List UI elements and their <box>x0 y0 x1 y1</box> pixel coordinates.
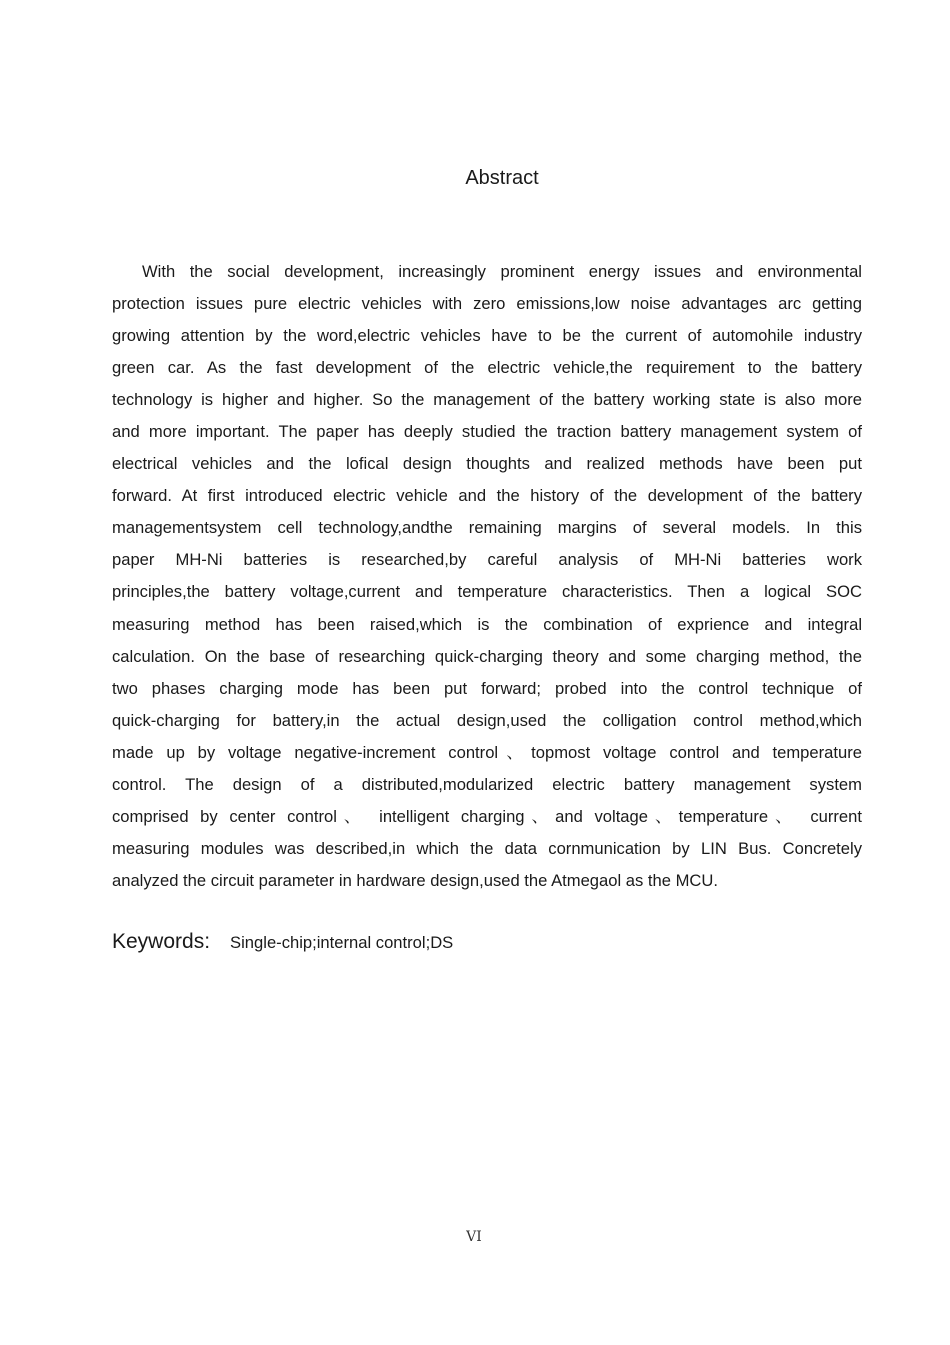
abstract-line: principles,the battery voltage,current and temperature characteristics. Then a logical SOC <box>112 582 862 602</box>
abstract-line: and more important. The paper has deeply studied the traction battery management system of <box>112 422 862 442</box>
abstract-line: protection issues pure electric vehicles with zero emissions,low noise advantages arc getting <box>112 294 862 314</box>
page-title: Abstract <box>465 167 539 189</box>
abstract-line: paper MH-Ni batteries is researched,by careful analysis of MH-Ni batteries work <box>112 550 862 570</box>
abstract-line: With the social development, increasingly prominent energy issues and environmental <box>142 262 862 281</box>
abstract-line: measuring modules was described,in which the data cornmunication by LIN Bus. Concretely <box>112 838 862 858</box>
abstract-line: managementsystem cell technology,andthe remaining margins of several models. In this <box>112 518 862 538</box>
abstract-line: analyzed the circuit parameter in hardware design,used the Atmegaol as the MCU. <box>112 870 718 890</box>
abstract-line: growing attention by the word,electric vehicles have to be the current of automohile industry <box>112 326 862 346</box>
abstract-line: made up by voltage negative-increment control、topmost voltage control and temperature <box>112 742 862 762</box>
abstract-body <box>112 256 862 897</box>
abstract-line: measuring method has been raised,which is the combination of exprience and integral <box>112 614 862 634</box>
keywords-label: Keywords: <box>112 930 211 953</box>
abstract-line: control. The design of a distributed,modularized electric battery management system <box>112 774 862 794</box>
abstract-line: green car. As the fast development of the electric vehicle,the requirement to the battery <box>112 358 862 378</box>
abstract-line: quick-charging for battery,in the actual design,used the colligation control method,which <box>112 710 862 730</box>
abstract-line: two phases charging mode has been put forward; probed into the control technique of <box>112 678 862 698</box>
keywords-value: Single-chip;internal control;DS <box>230 933 454 952</box>
abstract-line: technology is higher and higher. So the management of the battery working state is also more <box>112 390 862 410</box>
abstract-line: comprised by center control、 intelligent charging、and voltage、temperature、 current <box>112 806 862 826</box>
page-number: VI <box>466 1229 482 1245</box>
abstract-line: forward. At first introduced electric vehicle and the history of the development of the battery <box>112 486 862 506</box>
abstract-line: electrical vehicles and the lofical design thoughts and realized methods have been put <box>112 454 862 474</box>
abstract-line: calculation. On the base of researching quick-charging theory and some charging method, the <box>112 646 862 666</box>
keywords <box>112 928 862 957</box>
